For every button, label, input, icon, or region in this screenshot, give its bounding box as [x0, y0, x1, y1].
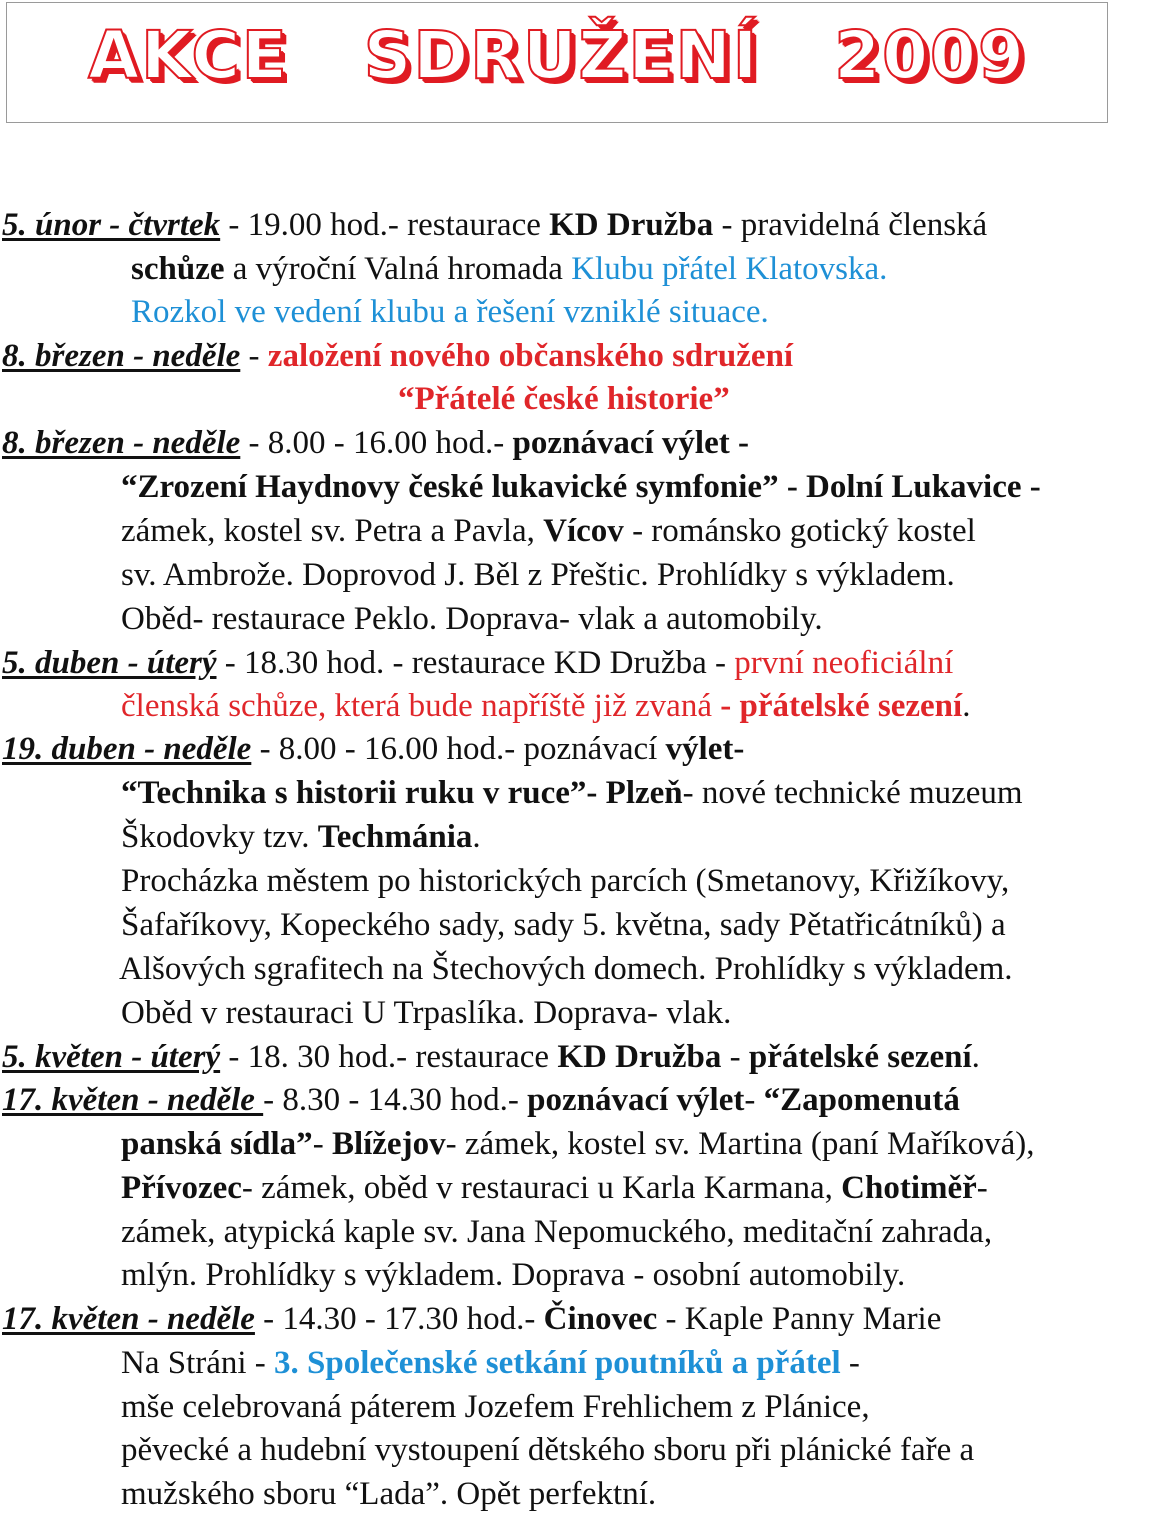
event-line: 8. březen - neděle - 8.00 - 16.00 hod.- poznávací výlet - — [2, 425, 749, 461]
event-date: 5. únor - čtvrtek — [2, 207, 221, 243]
event-line: Škodovky tzv. Techmánia. — [121, 819, 481, 855]
event-date: 19. duben - neděle — [2, 731, 252, 767]
event-line: Alšových sgrafitech na Štechových domech. Prohlídky s výkladem. — [119, 951, 1013, 987]
event-date: 8. březen - neděle — [2, 425, 241, 461]
event-date: 8. březen - neděle — [2, 338, 241, 374]
event-line: členská schůze, která bude napříště již zvaná - přátelské sezení. — [121, 688, 971, 724]
event-line: zámek, kostel sv. Petra a Pavla, Vícov - románsko gotický kostel — [121, 513, 976, 549]
event-line: Na Stráni - 3. Společenské setkání poutníků a přátel - — [121, 1345, 860, 1381]
event-line: zámek, atypická kaple sv. Jana Nepomuckého, meditační zahrada, — [121, 1214, 993, 1250]
event-line: mlýn. Prohlídky s výkladem. Doprava - osobní automobily. — [121, 1257, 906, 1293]
event-line: 19. duben - neděle - 8.00 - 16.00 hod.- poznávací výlet- — [2, 731, 745, 767]
title-box — [6, 2, 1108, 123]
event-line: schůze a výroční Valná hromada Klubu přátel Klatovska. — [131, 251, 888, 287]
event-line: “Technika s historii ruku v ruce”- Plzeň- nové technické muzeum — [121, 775, 1023, 811]
event-date: 5. duben - úterý — [2, 645, 217, 681]
event-date: 17. květen - neděle — [2, 1301, 255, 1337]
event-line: panská sídla”- Blížejov- zámek, kostel sv. Martina (paní Maříková), — [121, 1126, 1035, 1162]
event-date: 17. květen - neděle — [2, 1082, 264, 1118]
event-line: Oběd v restauraci U Trpaslíka. Doprava- vlak. — [121, 995, 732, 1031]
event-line: Rozkol ve vedení klubu a řešení vzniklé situace. — [131, 294, 769, 330]
event-line: mše celebrovaná páterem Jozefem Frehlichem z Plánice, — [121, 1389, 870, 1425]
event-line: Šafaříkovy, Kopeckého sady, sady 5. května, sady Pětatřicátníků) a — [121, 907, 1006, 943]
event-line: Přívozec- zámek, oběd v restauraci u Karla Karmana, Chotiměř- — [121, 1170, 988, 1206]
event-line: 5. květen - úterý - 18. 30 hod.- restaurace KD Družba - přátelské sezení. — [2, 1039, 980, 1075]
event-line: 8. březen - neděle - založení nového občanského sdružení — [2, 338, 794, 374]
event-line: pěvecké a hudební vystoupení dětského sboru při plánické faře a — [121, 1432, 975, 1468]
event-line: mužského sboru “Lada”. Opět perfektní. — [121, 1476, 657, 1512]
event-line: “Přátelé české historie” — [398, 381, 730, 417]
page-title: AKCE SDRUŽENÍ 2009 — [88, 17, 1026, 94]
event-line: 5. únor - čtvrtek - 19.00 hod.- restaurace KD Družba - pravidelná členská — [2, 207, 988, 243]
event-line: “Zrození Haydnovy české lukavické symfonie” - Dolní Lukavice - — [121, 469, 1041, 505]
event-line: 17. květen - neděle - 14.30 - 17.30 hod.- Činovec - Kaple Panny Marie — [2, 1301, 942, 1337]
event-line: 5. duben - úterý - 18.30 hod. - restaurace KD Družba - první neoficiální — [2, 645, 954, 681]
event-date: 5. květen - úterý — [2, 1039, 221, 1075]
event-line: Oběd- restaurace Peklo. Doprava- vlak a automobily. — [121, 601, 823, 637]
event-line: sv. Ambrože. Doprovod J. Běl z Přeštic. Prohlídky s výkladem. — [121, 557, 955, 593]
event-line: Procházka městem po historických parcích (Smetanovy, Křižíkovy, — [121, 863, 1010, 899]
event-line: 17. květen - neděle - 8.30 - 14.30 hod.- poznávací výlet- “Zapomenutá — [2, 1082, 960, 1118]
